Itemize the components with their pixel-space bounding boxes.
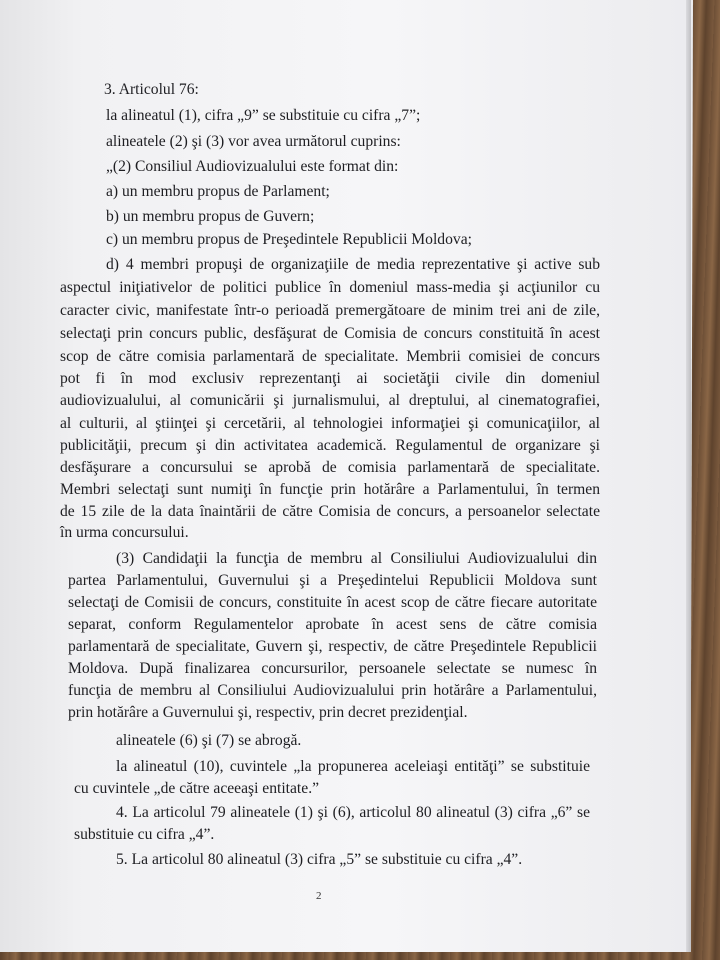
text-line: d) 4 membri propuşi de organizaţiile de media reprezentative şi active sub <box>106 256 600 273</box>
text-line: partea Parlamentului, Guvernului şi a Preşedintelui Republicii Moldova sunt <box>68 572 597 589</box>
text-line: selectaţi de Comisii de concurs, constituite în acest scop de către fiecare autoritate <box>68 594 597 611</box>
text-line: separat, conform Regulamentelor aprobate în acest sens de către comisia <box>68 616 597 633</box>
text-line: desfăşurare a concursului se aprobă de comisia parlamentară de specialitate. <box>60 459 600 476</box>
text-line: Moldova. După finalizarea concursurilor, persoanele selectate se numesc în <box>68 660 597 677</box>
text-line: la alineatul (1), cifra „9” se substituie cu cifra „7”; <box>106 107 421 124</box>
text-line: alineatele (2) şi (3) vor avea următorul cuprins: <box>106 133 401 150</box>
text-line: prin hotărâre a Guvernului şi, respectiv, prin decret prezidenţial. <box>68 704 468 721</box>
article-heading: 3. Articolul 76: <box>104 81 199 98</box>
text-line: pot fi în mod exclusiv reprezentanţi ai societăţii civile din domeniul <box>60 370 600 387</box>
text-line: (3) Candidaţii la funcţia de membru al Consiliului Audiovizualului din <box>116 550 597 567</box>
text-line: publicităţii, precum şi din activitatea academică. Regulamentul de organizare şi <box>60 437 600 454</box>
text-line: parlamentară de specialitate, Guvern şi, respectiv, de către Preşedintele Republicii <box>68 638 597 655</box>
text-line: de 15 zile de la data înaintării de către Comisia de concurs, a persoanelor selectate <box>60 503 600 520</box>
text-line: a) un membru propus de Parlament; <box>106 183 330 200</box>
text-line: cu cuvintele „de către aceeaşi entitate.” <box>74 780 320 797</box>
text-line: substituie cu cifra „4”. <box>74 826 215 843</box>
text-line: 4. La articolul 79 alineatele (1) şi (6), articolul 80 alineatul (3) cifra „6” se <box>116 804 590 821</box>
text-line: scop de către comisia parlamentară de specialitate. Membrii comisiei de concurs <box>60 348 600 365</box>
text-line: al culturii, al ştiinţei şi cercetării, al tehnologiei informaţiei şi comunicaţiilor, al <box>60 415 600 432</box>
text-line: caracter civic, manifestate într-o perioadă premergătoare de minim trei ani de zile, <box>60 302 600 319</box>
text-line: funcţia de membru al Consiliului Audiovizualului prin hotărâre a Parlamentului, <box>68 682 597 699</box>
text-line: aspectul iniţiativelor de politici publice în domeniul mass-media şi acţiunilor cu <box>60 279 600 296</box>
text-line: audiovizualului, al comunicării şi jurnalismului, al dreptului, al cinematografiei, <box>60 392 600 409</box>
text-line: Membri selectaţi sunt numiţi în funcţie prin hotărâre a Parlamentului, în termen <box>60 481 600 498</box>
text-line: în urma concursului. <box>60 524 189 541</box>
text-line: selectaţi prin concurs public, desfăşurat de Comisia de concurs constituită în acest <box>60 325 600 342</box>
text-line: b) un membru propus de Guvern; <box>106 208 315 225</box>
text-line: c) un membru propus de Preşedintele Republicii Moldova; <box>106 231 472 248</box>
text-line: 5. La articolul 80 alineatul (3) cifra „5” se substituie cu cifra „4”. <box>116 851 523 868</box>
page-number: 2 <box>316 890 322 902</box>
text-line: alineatele (6) şi (7) se abrogă. <box>116 732 302 749</box>
text-line: la alineatul (10), cuvintele „la propunerea aceleiaşi entităţi” se substituie <box>116 758 590 775</box>
text-line: „(2) Consiliul Audiovizualului este format din: <box>106 158 399 175</box>
